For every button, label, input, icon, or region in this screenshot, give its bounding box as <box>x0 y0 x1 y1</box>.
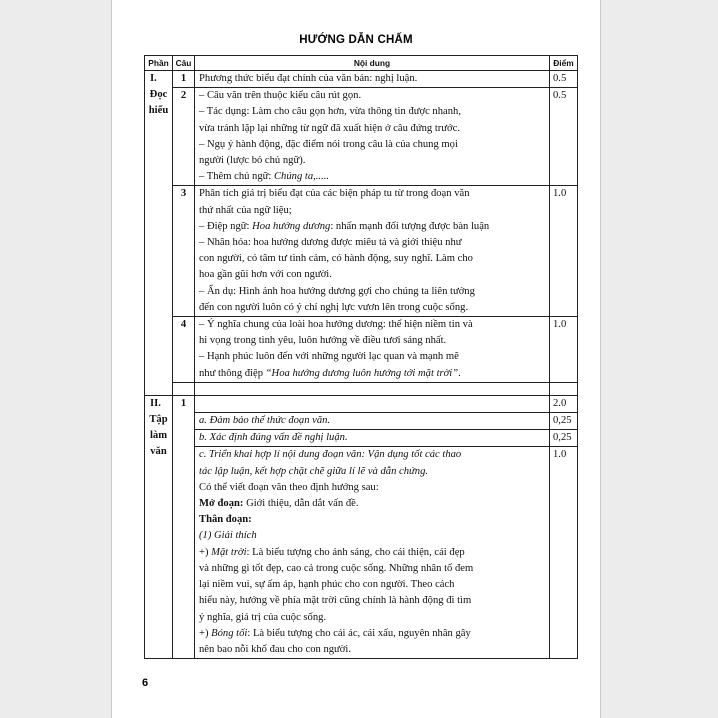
grading-table <box>144 55 578 659</box>
content-text: Giới thiệu, dẫn dắt vấn đề. <box>243 498 359 510</box>
content-text: : Là biểu tượng cho ánh sáng, cho cái thiện, cái đẹp <box>246 546 465 558</box>
score-value: 1.0 <box>550 447 578 659</box>
section-1-name-line: hiểu <box>148 105 169 117</box>
table-row <box>145 395 578 412</box>
score-value: 1.0 <box>550 186 578 317</box>
content-line <box>199 626 545 642</box>
section-2-name-line: Tập <box>149 414 168 426</box>
answer-content <box>195 395 550 412</box>
content-text: . <box>458 367 461 379</box>
table-row <box>145 317 578 383</box>
body-label: Thân đoạn: <box>199 514 252 526</box>
content-line: hi vọng trong tình yêu, luôn hướng về điều tươi sáng nhất. <box>199 335 447 347</box>
empty-cell <box>195 382 550 395</box>
message-quote: “Hoa hướng dương luôn hướng tới mặt trời” <box>265 367 459 379</box>
table-row <box>145 447 578 659</box>
answer-content <box>195 317 550 383</box>
content-line <box>199 169 545 185</box>
content-line: đến con người luôn có ý chí nghị lực vươn lên trong cuộc sống. <box>199 301 469 313</box>
table-row <box>145 430 578 447</box>
content-line: và những gì tốt đẹp, cao cả trong cuộc sống. Những nhân tố đem <box>199 562 474 574</box>
content-line: (1) Giải thích <box>199 530 257 542</box>
header-part: Phần <box>145 56 173 71</box>
question-number: 1 <box>173 71 195 88</box>
content-text: – Điệp ngữ: <box>199 220 253 232</box>
content-line: hoa gần gũi hơn với con người. <box>199 269 332 281</box>
table-row <box>145 88 578 186</box>
content-line: – Tác dụng: Làm cho câu gọn hơn, vừa thông tin được nhanh, <box>199 106 461 118</box>
subject-example: Chúng ta,..... <box>273 171 330 183</box>
content-line: – Hạnh phúc luôn đến với những người lạc quan và mạnh mẽ <box>199 351 459 363</box>
content-text: +) <box>199 546 212 558</box>
criterion-a: a. Đảm bảo thể thức đoạn văn. <box>195 413 550 430</box>
section-1-cell <box>145 71 173 396</box>
question-number: 1 <box>173 395 195 658</box>
content-line: Phân tích giá trị biểu đạt của các biện pháp tu từ trong đoạn văn <box>199 188 470 200</box>
content-text: như thông điệp <box>199 367 266 379</box>
page-title: HƯỚNG DẪN CHẤM <box>299 34 413 46</box>
section-1-name-line: Đọc <box>149 89 168 101</box>
empty-cell <box>550 382 578 395</box>
page-number: 6 <box>142 677 149 689</box>
score-value: 0,25 <box>550 430 578 447</box>
content-line: c. Triển khai hợp lí nội dung đoạn văn: Vận dụng tốt các thao <box>199 449 462 461</box>
content-text: +) <box>199 627 212 639</box>
answer-content <box>195 88 550 186</box>
content-line: con người, có tâm tư tình cảm, có hành động, suy nghĩ. Làm cho <box>199 253 473 265</box>
content-line: nên bao nỗi khổ đau cho con người. <box>199 643 351 655</box>
content-line: – Ý nghĩa chung của loài hoa hướng dương: thể hiện niềm tin và <box>199 319 473 331</box>
content-line: lại niềm vui, sự ấm áp, hạnh phúc cho con người. Theo cách <box>199 579 455 591</box>
section-1-number: I. <box>150 73 157 84</box>
section-2-name-line: làm <box>149 430 168 442</box>
table-row <box>145 186 578 317</box>
header-score: Điểm <box>550 56 578 71</box>
score-value: 0,25 <box>550 413 578 430</box>
content-line: Phương thức biểu đạt chính của văn bản: nghị luận. <box>199 73 418 84</box>
answer-content <box>195 186 550 317</box>
table-header-row <box>145 56 578 71</box>
section-2-name-line: văn <box>150 446 167 458</box>
content-line <box>199 545 545 561</box>
content-line <box>199 366 545 382</box>
score-value: 2.0 <box>550 395 578 412</box>
content-text: – Thêm chủ ngữ: <box>199 171 274 183</box>
question-number: 2 <box>173 88 195 186</box>
content-line: – Câu văn trên thuộc kiểu câu rút gọn. <box>199 90 362 102</box>
content-line: người (lược bỏ chủ ngữ). <box>199 155 306 167</box>
shadow-term: Bóng tối <box>211 627 248 639</box>
question-number: 3 <box>173 186 195 317</box>
criterion-c <box>195 447 550 659</box>
viewer-margin-left <box>0 0 112 718</box>
header-content: Nội dung <box>195 56 550 71</box>
document-page <box>112 0 600 718</box>
intro-label: Mở đoạn: <box>199 498 244 510</box>
content-line: vừa tránh lặp lại những từ ngữ đã xuất hiện ở câu đứng trước. <box>199 122 460 134</box>
table-separator-row <box>145 382 578 395</box>
section-2-cell <box>145 395 173 658</box>
content-line: Có thể viết đoạn văn theo định hướng sau: <box>199 481 379 493</box>
viewer-margin-right <box>600 0 718 718</box>
question-number: 4 <box>173 317 195 383</box>
content-text: : Là biểu tượng cho cái ác, cái xấu, nguyên nhân gây <box>247 627 471 639</box>
content-line: ý nghĩa, giá trị của cuộc sống. <box>199 611 327 623</box>
criterion-b: b. Xác định đúng vấn đề nghị luận. <box>195 430 550 447</box>
content-line: hiểu này, hướng về phía mặt trời cũng chính là hành động đi tìm <box>199 595 472 607</box>
content-line: – Ẩn dụ: Hình ảnh hoa hướng dương gợi cho chúng ta liên tưởng <box>199 285 475 297</box>
content-text: : nhấn mạnh đối tượng được bàn luận <box>330 220 490 232</box>
content-line: – Ngụ ý hành động, đặc điểm nói trong câu là của chung mọi <box>199 138 458 150</box>
content-line: – Nhân hóa: hoa hướng dương được miêu tả và giới thiệu như <box>199 237 462 249</box>
sun-term: Mặt trời <box>211 546 247 558</box>
content-line <box>199 219 545 235</box>
content-line: tác lập luận, kết hợp chặt chẽ giữa lí lẽ và dẫn chứng. <box>199 465 429 477</box>
table-row <box>145 413 578 430</box>
empty-cell <box>173 382 195 395</box>
table-row <box>145 71 578 88</box>
content-line <box>199 496 545 512</box>
repetition-example: Hoa hướng dương <box>252 220 331 232</box>
answer-content <box>195 71 550 88</box>
header-question: Câu <box>173 56 195 71</box>
score-value: 1.0 <box>550 317 578 383</box>
content-line: thứ nhất của ngữ liệu; <box>199 204 292 216</box>
section-2-number: II. <box>150 397 161 409</box>
score-value: 0.5 <box>550 71 578 88</box>
score-value: 0.5 <box>550 88 578 186</box>
